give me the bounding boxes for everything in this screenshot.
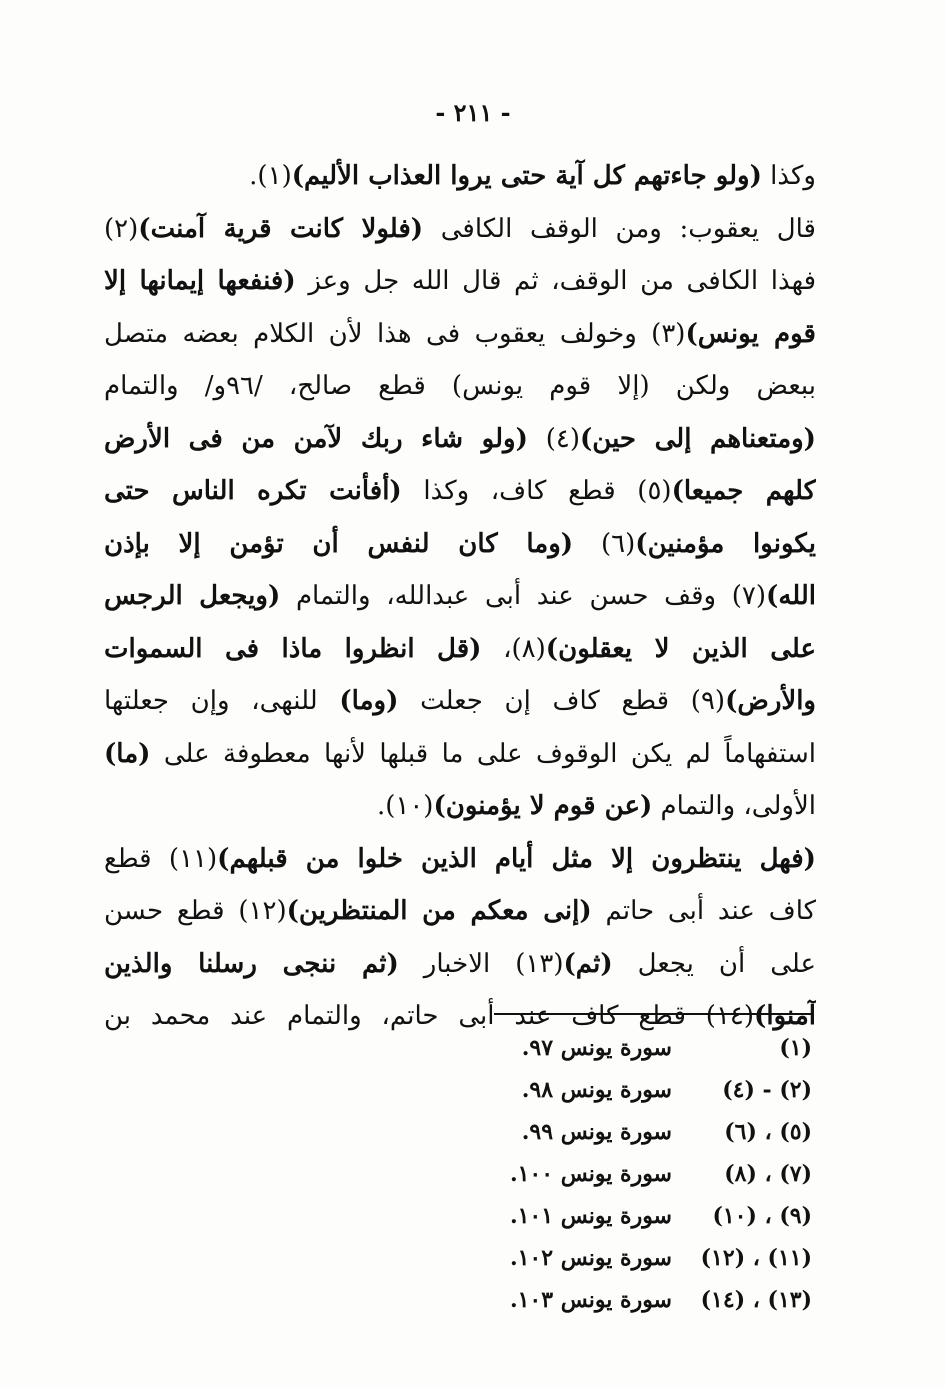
text-line — [104, 728, 816, 781]
footnote-divider — [494, 1013, 812, 1015]
text-line — [104, 150, 816, 203]
text-segment: (٤) — [527, 423, 580, 454]
quran-quote: (فلولا كانت قرية آمنت) — [138, 213, 424, 244]
footnote-item — [480, 1279, 812, 1321]
footnotes — [480, 1027, 812, 1321]
quran-quote: الله) — [766, 581, 816, 611]
text-segment: (٦) — [573, 528, 636, 559]
text-line — [104, 780, 816, 833]
text-segment: (١). — [249, 161, 292, 191]
text-line — [104, 938, 816, 991]
footnote-reference: سورة يونس ٩٨. — [521, 1077, 672, 1103]
quran-quote: (ولو جاءتهم كل آية حتى يروا العذاب الأليم) — [291, 161, 762, 191]
text-line — [104, 360, 816, 413]
footnote-item — [480, 1195, 812, 1237]
quran-quote: كلهم جميعا) — [671, 476, 816, 506]
quran-quote: (عن قوم لا يؤمنون) — [433, 791, 653, 821]
text-segment: (١٣) الاخبار — [398, 948, 564, 979]
footnote-number: (١٣) ، (١٤) — [700, 1287, 812, 1313]
quran-quote: (وما) — [339, 686, 399, 716]
body-text — [104, 150, 816, 1043]
footnote-number: (١) — [779, 1035, 812, 1061]
text-line — [104, 465, 816, 518]
text-line — [104, 885, 816, 938]
quran-quote: يكونوا مؤمنين) — [635, 528, 816, 559]
footnote-item — [480, 1153, 812, 1195]
text-line — [104, 833, 816, 886]
footnote-number: (١١) ، (١٢) — [700, 1245, 812, 1271]
footnote-number: (٥) ، (٦) — [724, 1119, 812, 1145]
quran-quote: (ويجعل الرجس — [104, 581, 281, 611]
quran-quote: (ولو شاء ربك لآمن من فى الأرض — [104, 423, 528, 454]
text-segment: على أن يجعل — [612, 948, 816, 979]
quran-quote: (قل انظروا ماذا فى السموات — [104, 633, 482, 664]
text-segment: الأولى، والتمام — [652, 791, 816, 821]
text-line — [104, 203, 816, 256]
footnote-reference: سورة يونس ١٠٠. — [509, 1161, 672, 1187]
text-segment: استفهاماً لم يكن الوقوف على ما قبلها لأنها معطوفة على — [150, 738, 816, 769]
footnote-reference: سورة يونس ١٠١. — [509, 1203, 672, 1229]
footnote-reference: سورة يونس ٩٩. — [521, 1119, 672, 1145]
text-line — [104, 675, 816, 728]
text-segment: (١٢) قطع حسن — [104, 896, 287, 926]
quran-quote: (فنفعها إيمانها إلا — [104, 266, 296, 296]
text-line — [104, 623, 816, 676]
text-line — [104, 413, 816, 466]
text-segment: قال يعقوب: ومن الوقف الكافى — [423, 213, 816, 244]
text-segment: (٥) قطع كاف، وكذا — [401, 476, 672, 506]
footnote-item — [480, 1111, 812, 1153]
text-segment: (١٤) قطع كاف عند أبى حاتم، والتمام عند محمد بن — [104, 1001, 755, 1031]
quran-quote: (ومتعناهم إلى حين) — [579, 423, 816, 454]
text-segment: وكذا — [761, 161, 816, 191]
quran-quote: قوم يونس) — [685, 318, 816, 349]
footnote-number: (٢) - (٤) — [722, 1077, 812, 1103]
text-segment: (٢) — [104, 213, 139, 244]
text-segment: (٧) وقف حسن عند أبى عبدالله، والتمام — [280, 581, 767, 611]
quran-quote: (ثم) — [563, 948, 613, 979]
text-segment: فهذا الكافى من الوقف، ثم قال الله جل وعز — [295, 266, 816, 296]
page-number: - ٢١١ - — [435, 98, 511, 127]
quran-quote: (وما كان لنفس أن تؤمن إلا بإذن — [104, 528, 574, 559]
text-segment: (١٠). — [376, 791, 434, 821]
footnote-reference: سورة يونس ١٠٢. — [509, 1245, 672, 1271]
footnote-item — [480, 1237, 812, 1279]
quran-quote: (أفأنت تكره الناس حتى — [104, 476, 402, 506]
text-line — [104, 570, 816, 623]
footnote-number: (٩) ، (١٠) — [712, 1203, 812, 1229]
quran-quote: (فهل ينتظرون إلا مثل أيام الذين خلوا من قبلهم) — [217, 843, 816, 874]
text-segment: كاف عند أبى حاتم — [591, 896, 816, 926]
text-line — [104, 518, 816, 571]
quran-quote: (إنى معكم من المنتظرين) — [286, 896, 592, 926]
footnote-reference: سورة يونس ١٠٣. — [509, 1287, 672, 1313]
text-segment: للنهى، وإن جعلتها — [104, 686, 340, 716]
footnote-item — [480, 1069, 812, 1111]
footnote-number: (٧) ، (٨) — [724, 1161, 812, 1187]
quran-quote: (ثم ننجى رسلنا والذين — [104, 948, 399, 979]
footnote-reference: سورة يونس ٩٧. — [521, 1035, 672, 1061]
text-segment: ببعض ولكن (إلا قوم يونس) قطع صالح، /٩٦و/ والتمام — [104, 371, 816, 401]
text-segment: (٣) وخولف يعقوب فى هذا لأن الكلام بعضه متصل — [104, 318, 686, 349]
quran-quote: آمنوا) — [754, 1001, 816, 1031]
footnote-item — [480, 1027, 812, 1069]
text-segment: (٨)، — [481, 633, 546, 664]
text-line — [104, 255, 816, 308]
quran-quote: والأرض) — [725, 686, 816, 716]
text-segment: (٩) قطع كاف إن جعلت — [398, 686, 726, 716]
quran-quote: (ما) — [104, 738, 151, 769]
quran-quote: على الذين لا يعقلون) — [545, 633, 816, 664]
text-segment: (١١) قطع — [104, 843, 218, 874]
text-line — [104, 308, 816, 361]
